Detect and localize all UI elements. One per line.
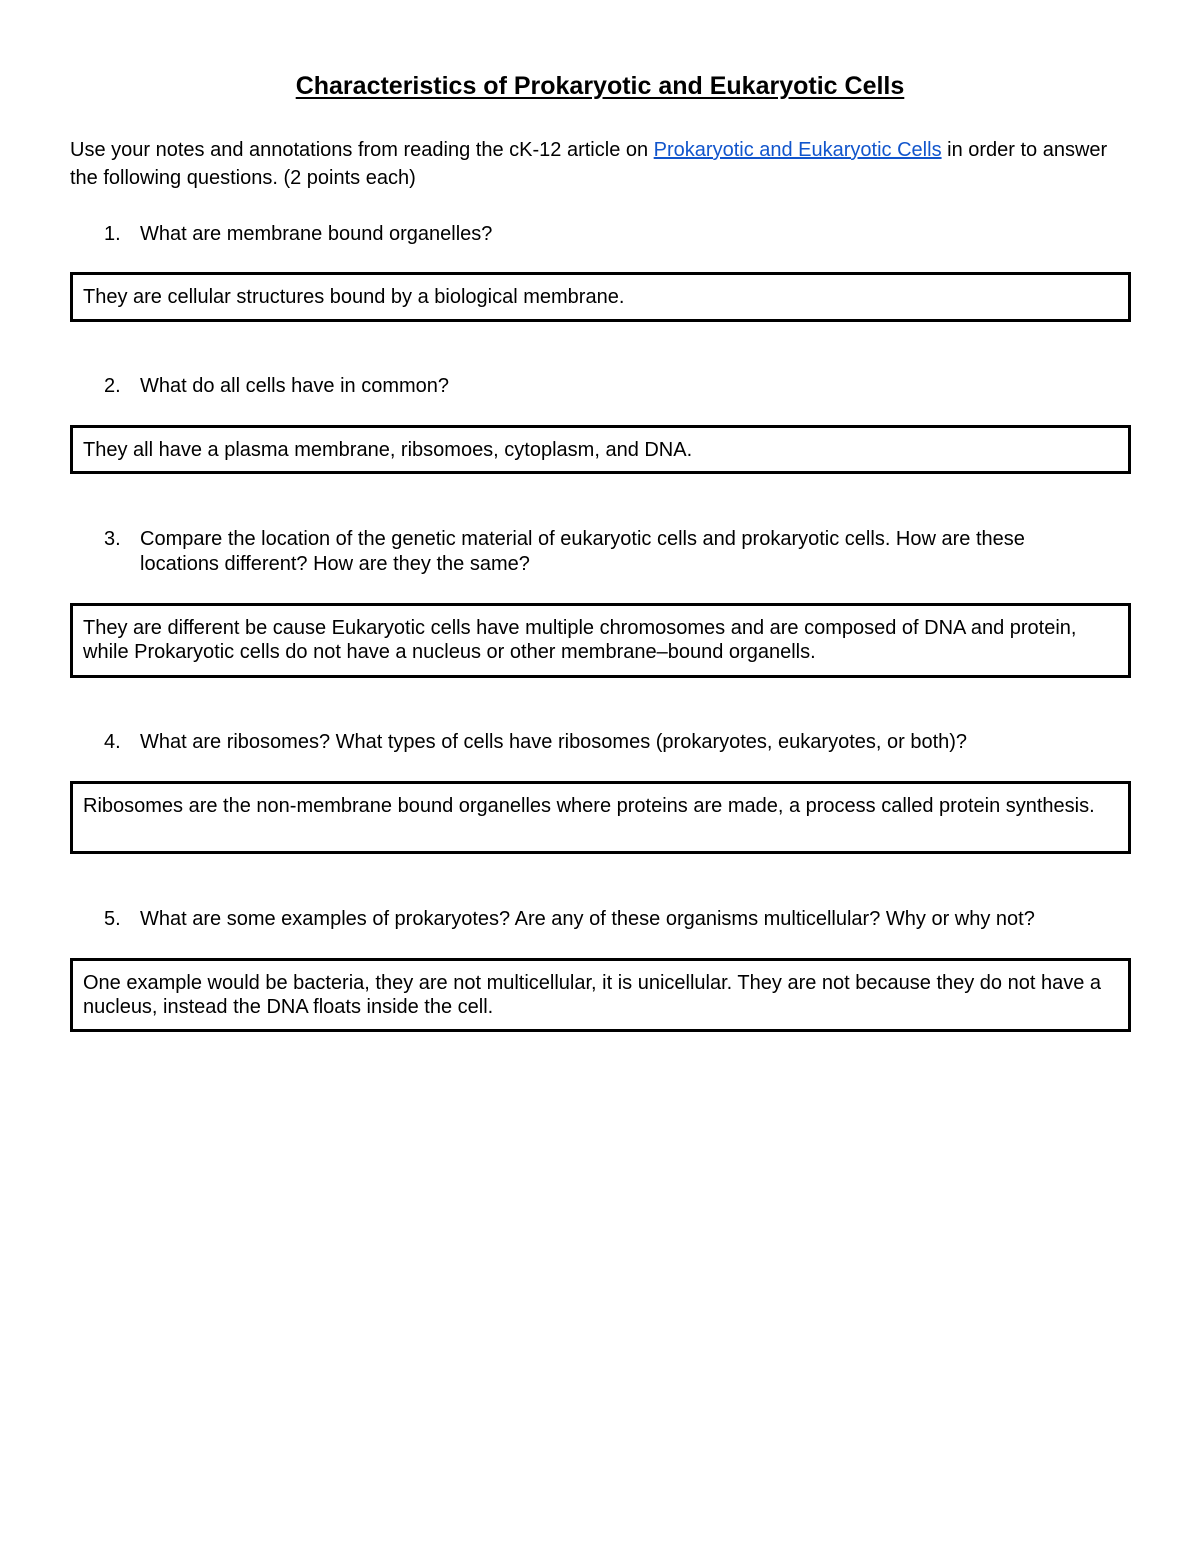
question-number: 5. [104, 908, 121, 930]
question-number: 3. [104, 528, 121, 550]
article-link[interactable]: Prokaryotic and Eukaryotic Cells [653, 139, 942, 161]
answer-box-5[interactable]: One example would be bacteria, they are not multicellular, it is unicellular. They are not because they do not have a nucleus, instead the DNA floats inside the cell. [70, 958, 1131, 1032]
question-1 [104, 222, 1104, 247]
page-title: Characteristics of Prokaryotic and Eukaryotic Cells [295, 72, 905, 100]
question-text: What are some examples of prokaryotes? Are any of these organisms multicellular? Why or why not? [140, 908, 1035, 930]
question-5 [104, 907, 1104, 932]
intro-text-after-link: in order to answer the following questions. (2 points each) [70, 139, 1108, 189]
answer-box-2[interactable]: They all have a plasma membrane, ribsomoes, cytoplasm, and DNA. [70, 425, 1131, 474]
question-number: 2. [104, 375, 121, 397]
question-text: What are membrane bound organelles? [140, 223, 493, 245]
question-text: What do all cells have in common? [140, 375, 450, 397]
question-number: 1. [104, 223, 121, 245]
intro-text-before-link: Use your notes and annotations from reading the cK-12 article on [70, 139, 654, 161]
answer-box-3[interactable]: They are different be cause Eukaryotic cells have multiple chromosomes and are composed of DNA and protein, while Prokaryotic cells do not have a nucleus or other membrane–bound organells. [70, 603, 1131, 678]
question-4 [104, 730, 1104, 755]
question-number: 4. [104, 731, 121, 753]
answer-box-1[interactable]: They are cellular structures bound by a biological membrane. [70, 272, 1131, 322]
question-2 [104, 374, 1104, 399]
intro-paragraph [70, 136, 1130, 192]
question-3 [104, 527, 1104, 577]
question-text: What are ribosomes? What types of cells have ribosomes (prokaryotes, eukaryotes, or both)? [140, 731, 968, 753]
question-text: Compare the location of the genetic material of eukaryotic cells and prokaryotic cells. How are these locations different? How are they the same? [140, 528, 1025, 575]
answer-box-4[interactable]: Ribosomes are the non-membrane bound organelles where proteins are made, a process called protein synthesis. [70, 781, 1131, 854]
